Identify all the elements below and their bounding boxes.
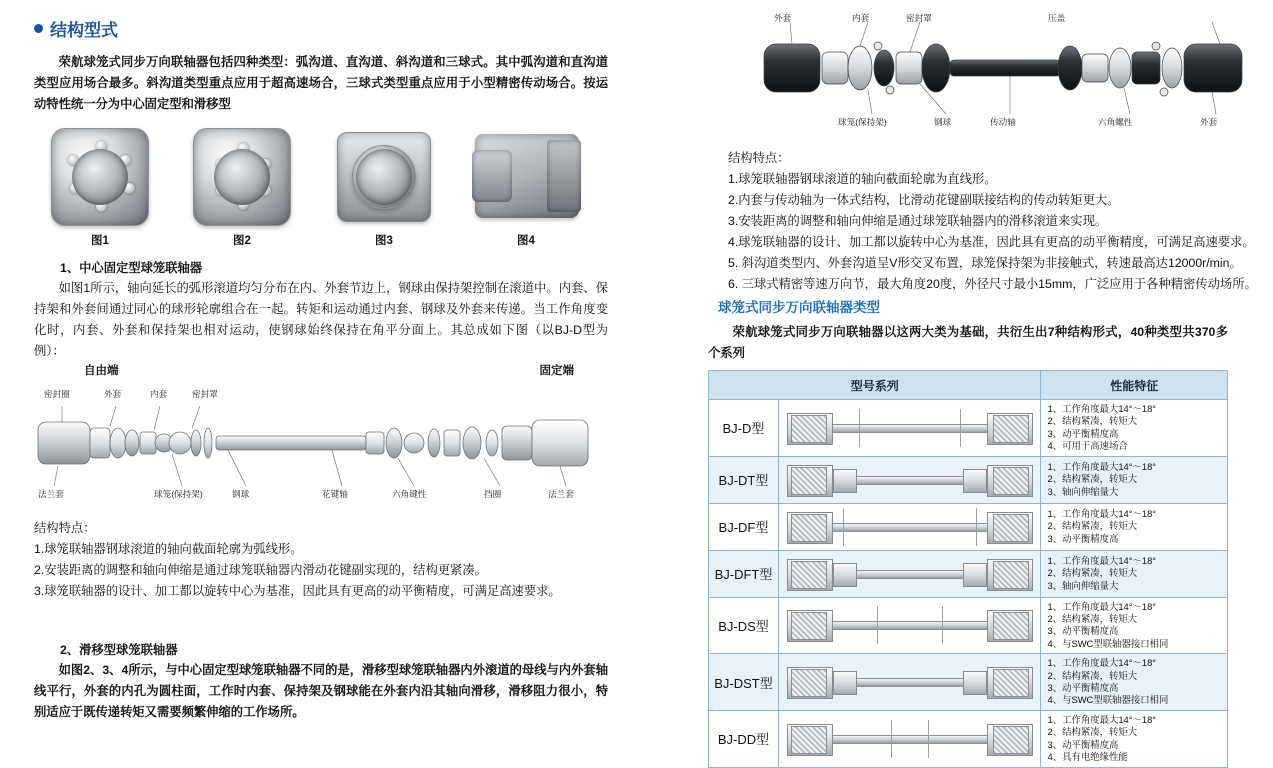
left-column — [0, 0, 640, 753]
assembly-drawing-right — [760, 10, 1260, 145]
figure-2-caption: 图2 — [233, 235, 251, 247]
figure-3 — [314, 124, 454, 247]
callout-spline: 花键轴 — [322, 489, 348, 499]
r-callout-inner-race: 内套 — [852, 13, 870, 23]
cell-features — [1041, 400, 1228, 457]
left-heading-2: 2、滑移型球笼联轴器 — [60, 643, 178, 657]
type-intro: 荣航球笼式同步万向联轴器以这两大类为基础，共衍生出7种结构形式，40种类型共370多个系列 — [708, 325, 1228, 360]
cell-model: BJ-D型 — [709, 400, 779, 457]
figure-2 — [172, 124, 312, 247]
callout-seal-ring: 密封圈 — [44, 389, 70, 399]
table-row — [709, 503, 1228, 550]
callout-inner-race: 内套 — [150, 389, 168, 399]
cell-features — [1041, 710, 1228, 767]
callout-outer-race: 外套 — [104, 389, 122, 399]
figure-3-caption: 图3 — [375, 235, 393, 247]
feature-line: 2、结构紧凑，转矩大 — [1047, 415, 1138, 427]
feature-line: 3、动平衡精度高 — [1047, 738, 1119, 750]
cv-joint-photo-2 — [183, 124, 301, 224]
table-header-row — [709, 371, 1228, 400]
cell-features — [1041, 654, 1228, 711]
th-performance: 性能特征 — [1041, 371, 1228, 400]
section-title — [34, 16, 118, 41]
section-intro: 荣航球笼式同步万向联轴器包括四种类型：弧沟道、直沟道、斜沟道和三球式。其中弧沟道和直沟道类型应用场合最多。斜沟道类型重点应用于超高速场合，三球式类型重点应用于小型精密传动场合。按运动特性统一分为中心固定型和滑移型 — [34, 55, 608, 111]
right-feature-1: 1.球笼联轴器钢球滚道的轴向截面轮廓为直线形。 — [728, 172, 997, 186]
label-free-end: 自由端 — [84, 365, 119, 377]
r-callout-drive-shaft: 传动轴 — [990, 117, 1016, 127]
table-row — [709, 597, 1228, 654]
feature-line: 4、与SWC型联轴器接口相同 — [1047, 694, 1169, 706]
table-row — [709, 710, 1228, 767]
right-feature-title: 结构特点： — [728, 151, 790, 165]
cell-schematic — [778, 597, 1041, 654]
cell-model: BJ-DT型 — [709, 456, 779, 503]
cell-model: BJ-DF型 — [709, 503, 779, 550]
feature-line: 2、结构紧凑，转矩大 — [1047, 520, 1138, 532]
feature-line: 1、工作角度最大14°～18° — [1047, 657, 1157, 669]
left-feature-2: 2.安装距离的调整和轴向伸缩是通过球笼联轴器内滑动花键副实现的，结构更紧凑。 — [34, 563, 487, 577]
r-callout-gland: 压盖 — [1048, 13, 1066, 23]
figure-row — [30, 124, 590, 254]
figure-4 — [456, 124, 596, 247]
right-feature-3: 3.安装距离的调整和轴向伸缩是通过球笼联轴器内的滑移滚道来实现。 — [728, 214, 1108, 228]
left-paragraph-2: 如图2、3、4所示，与中心固定型球笼联轴器不同的是，滑移型球笼联轴器内外滚道的母线与内外套轴线平行，外套的内孔为圆柱面，工作时内套、保持架及钢球能在外套内沿其轴向滑移，滑移阻力很小，特别适应于既传递转矩又需要频繁伸缩的工作场所。 — [34, 663, 608, 719]
cell-schematic — [778, 400, 1041, 457]
feature-line: 1、工作角度最大14°～18° — [1047, 508, 1157, 520]
cv-joint-photo-4 — [467, 124, 585, 224]
cell-schematic — [778, 503, 1041, 550]
right-feature-4: 4.球笼联轴器的设计、加工都以旋转中心为基准，因此具有更高的动平衡精度，可满足高速要求。 — [728, 235, 1255, 249]
callout-flange-1: 法兰套 — [38, 489, 64, 499]
left-feature-3: 3.球笼联轴器的设计、加工都以旋转中心为基准，因此具有更高的动平衡精度，可满足高速要求。 — [34, 584, 561, 598]
feature-line: 2、结构紧凑，转矩大 — [1047, 613, 1138, 625]
feature-line: 2、结构紧凑，转矩大 — [1047, 726, 1138, 738]
callout-seal-cover: 密封罩 — [192, 389, 218, 399]
feature-line: 4、与SWC型联轴器接口相同 — [1047, 637, 1169, 649]
feature-line: 3、轴向伸缩量大 — [1047, 579, 1119, 591]
figure-1 — [30, 124, 170, 247]
feature-line: 1、工作角度最大14°～18° — [1047, 600, 1157, 612]
feature-line: 4、具有电绝缘性能 — [1047, 751, 1128, 763]
feature-line: 2、结构紧凑，转矩大 — [1047, 473, 1138, 485]
right-feature-2: 2.内套与传动轴为一体式结构，比滑动花键副联接结构的传动转矩更大。 — [728, 193, 1120, 207]
callout-hex-bolt: 六角键性 — [392, 489, 427, 499]
cell-features — [1041, 456, 1228, 503]
cell-schematic — [778, 550, 1041, 597]
left-heading-1: 1、中心固定型球笼联轴器 — [60, 261, 203, 275]
feature-line: 1、工作角度最大14°～18° — [1047, 461, 1157, 473]
feature-line: 3、动平衡精度高 — [1047, 427, 1119, 439]
left-feature-title: 结构特点： — [34, 521, 96, 535]
table-row — [709, 400, 1228, 457]
callout-ball: 钢球 — [232, 489, 250, 499]
assembly-drawing-left — [32, 365, 602, 515]
model-series-table — [708, 370, 1228, 768]
r-callout-seal-cover: 密封罩 — [906, 13, 932, 23]
feature-line: 3、动平衡精度高 — [1047, 532, 1119, 544]
bullet-dot-icon — [34, 24, 43, 33]
cell-schematic — [778, 710, 1041, 767]
cell-schematic — [778, 456, 1041, 503]
left-feature-1: 1.球笼联轴器钢球滚道的轴向截面轮廓为弧线形。 — [34, 542, 303, 556]
left-paragraph-1: 如图1所示，轴向延长的弧形滚道均匀分布在内、外套节边上，钢球由保持架控制在滚道中。内套、保持架和外套间通过同心的球形轮廓组合在一起。转矩和运动通过内套、钢球及外套来传递。当工作角度变化时，内套、外套和保持架也相对运动，使钢球始终保持在角平分面上。其总成如下图（以BJ-D型为例）： — [34, 281, 608, 358]
feature-line: 1、工作角度最大14°～18° — [1047, 713, 1157, 725]
feature-line: 4、可用于高速场合 — [1047, 440, 1128, 452]
callout-flange-2: 法兰套 — [548, 489, 574, 499]
cell-features — [1041, 550, 1228, 597]
r-callout-ball: 钢球 — [934, 117, 952, 127]
table-row — [709, 654, 1228, 711]
table-row — [709, 550, 1228, 597]
figure-4-caption: 图4 — [517, 235, 535, 247]
section-title-text: 结构型式 — [50, 21, 118, 40]
feature-line: 3、动平衡精度高 — [1047, 682, 1119, 694]
r-callout-cage: 球笼(保持架) — [838, 117, 887, 127]
feature-line: 3、轴向伸缩量大 — [1047, 485, 1119, 497]
r-callout-outer-race: 外套 — [774, 13, 792, 23]
r-callout-hex-bolt: 六角螺性 — [1098, 117, 1133, 127]
cell-model: BJ-DD型 — [709, 710, 779, 767]
feature-line: 2、结构紧凑，转矩大 — [1047, 669, 1138, 681]
feature-line: 2、结构紧凑，转矩大 — [1047, 567, 1138, 579]
th-model-series: 型号系列 — [709, 371, 1041, 400]
type-heading: 球笼式同步万向联轴器类型 — [718, 300, 880, 315]
cell-schematic — [778, 654, 1041, 711]
cv-joint-photo-3 — [325, 124, 443, 224]
cell-model: BJ-DFT型 — [709, 550, 779, 597]
cell-model: BJ-DST型 — [709, 654, 779, 711]
right-feature-5: 5. 斜沟道类型内、外套沟道呈V形交叉布置，球笼保持架为非接触式，转速最高达12000r/min。 — [728, 256, 1242, 270]
right-feature-6: 6. 三球式精密等速万向节，最大角度20度，外径尺寸最小15mm，广泛应用于各种精密传动场所。 — [728, 277, 1257, 291]
figure-1-caption: 图1 — [91, 235, 109, 247]
feature-line: 1、工作角度最大14°～18° — [1047, 555, 1157, 567]
feature-line: 3、动平衡精度高 — [1047, 625, 1119, 637]
cell-model: BJ-DS型 — [709, 597, 779, 654]
callout-snap-ring: 挡圈 — [484, 489, 502, 499]
table-row — [709, 456, 1228, 503]
exploded-shaft-svg-right — [760, 10, 1250, 130]
cell-features — [1041, 503, 1228, 550]
callout-cage: 球笼(保持架) — [154, 489, 203, 499]
cell-features — [1041, 597, 1228, 654]
feature-line: 1、工作角度最大14°～18° — [1047, 403, 1157, 414]
cv-joint-photo-1 — [41, 124, 159, 224]
label-fixed-end: 固定端 — [539, 365, 574, 377]
r-callout-outer: 外套 — [1200, 117, 1218, 127]
